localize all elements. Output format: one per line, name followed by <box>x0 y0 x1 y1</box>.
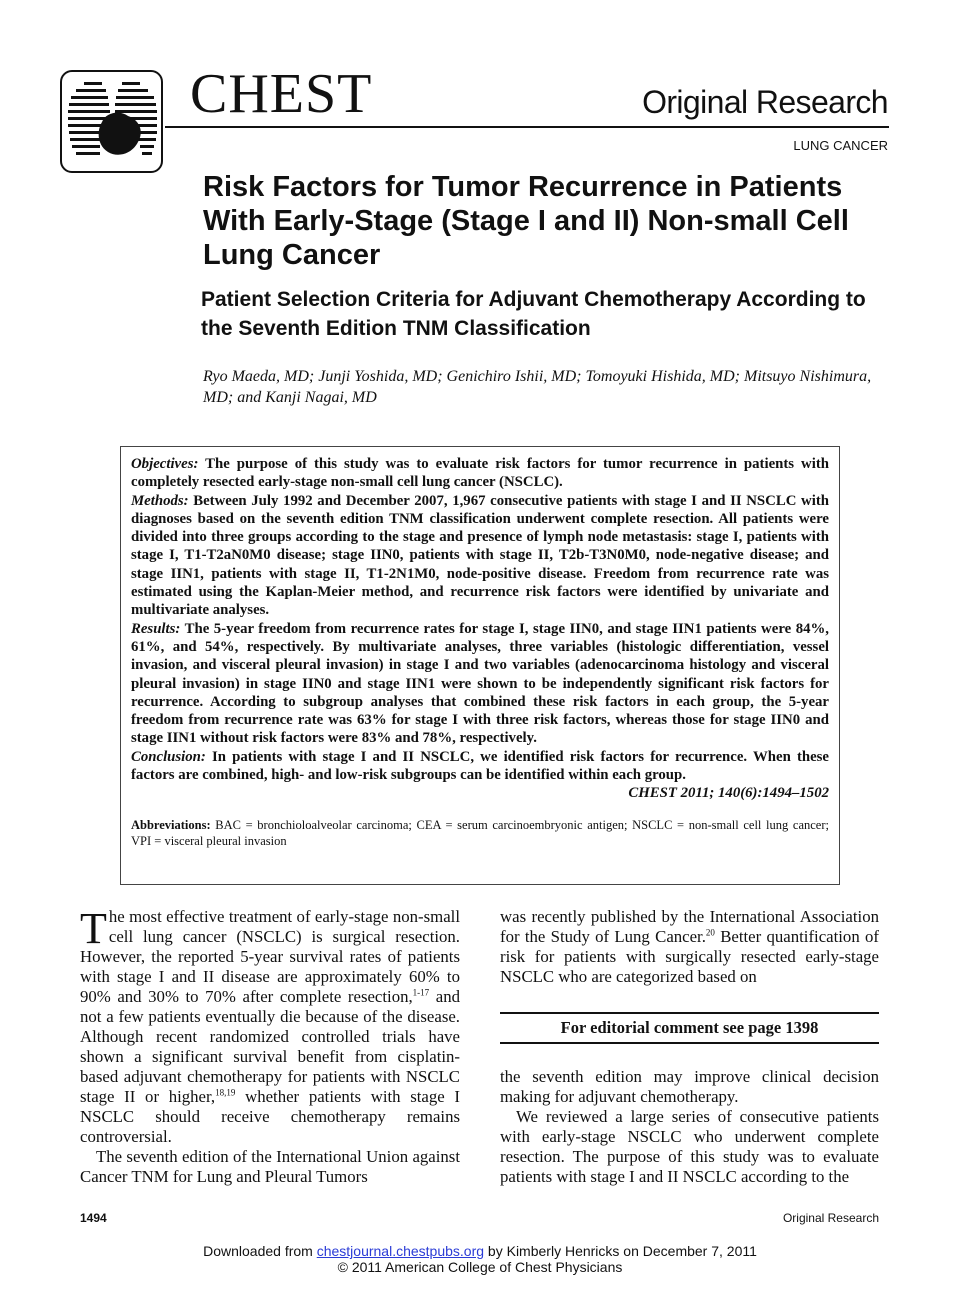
author-list: Ryo Maeda, MD; Junji Yoshida, MD; Genichiro Ishii, MD; Tomoyuki Hishida, MD; Mitsuyo Nishimura, MD; and Kanji Nagai, MD <box>203 368 872 406</box>
results-text: The 5-year freedom from recurrence rates for stage I, stage IIN0, and stage IIN1 patients were 84%, 61%, and 54%, respectively. By multivariate analyses, three variables (histologic differentiation, vessel invasion, and visceral pleural invasion) in stage I and two variables (adenocarcinoma histology and visceral pleural invasion) in stage IIN0 and stage IIN1 were shown to be independently significant risk factors for recurrence. According to subgroup analyses that combined these risk factors in each group, the 5-year freedom from recurrence rate was 63% for stage I with three risk factors, whereas those for stage IIN0 and stage IIN1 without risk factors were 83% and 78%, respectively. <box>131 620 829 747</box>
results-label: Results: <box>131 620 181 637</box>
methods-text: Between July 1992 and December 2007, 1,967 consecutive patients with stage I and II NSCLC with diagnoses based on the seventh edition TNM classification underwent complete resection. All patients were divided into three groups according to the stage and presence of lymph node metastasis: stage I, patients with stage I, T1-T2aN0M0 disease; stage IIN0, patients with stage II, T2b-T3N0M0, node-negative disease; and stage IIN1, patients with stage II, T1-2N1M0, node-positive disease. Freedom from recurrence rate was estimated using the Kaplan-Meier method, and recurrence risk factors were identified by univariate and multivariate analyses. <box>131 492 830 619</box>
abbreviations <box>131 817 829 849</box>
body-column-right-bottom <box>500 1067 879 1187</box>
abstract-box <box>120 446 840 885</box>
abstract-text <box>131 455 829 803</box>
body-paragraph: We reviewed a large series of consecutive patients with early-stage NSCLC who underwent complete resection. The purpose of this study was to evaluate patients with stage I and II NSCLC according to the <box>500 1107 879 1186</box>
abstract-results <box>131 620 829 748</box>
objectives-label: Objectives: <box>131 456 199 472</box>
footer-section-label: Original Research <box>782 1211 879 1225</box>
subsection-label: LUNG CANCER <box>793 138 888 153</box>
journal-site-link[interactable]: chestjournal.chestpubs.org <box>316 1243 485 1259</box>
conclusion-text: In patients with stage I and II NSCLC, we identified risk factors for recurrence. When these factors are combined, high- and low-risk subgroups can be identified within each group. <box>131 748 829 784</box>
conclusion-label: Conclusion: <box>131 748 206 765</box>
body-text: whether patients with stage I NSCLC should receive chemotherapy remains controversial. <box>80 1087 460 1146</box>
article-subtitle: Patient Selection Criteria for Adjuvant Chemotherapy According to the Seventh Edition TNM Classification <box>201 288 866 340</box>
body-paragraph: the seventh edition may improve clinical decision making for adjuvant chemotherapy. <box>500 1067 879 1106</box>
body-text: and not a few patients eventually die because of the disease. Although recent randomized controlled trials have shown a significant survival benefit from cisplatin-based adjuvant chemotherapy for patients with NSCLC stage II or higher, <box>80 987 460 1106</box>
copyright: © 2011 American College of Chest Physicians <box>337 1259 623 1275</box>
reference[interactable]: 1-17 <box>412 987 430 998</box>
reference[interactable]: 20 <box>705 927 715 938</box>
header-rule <box>165 126 889 128</box>
methods-label: Methods: <box>131 492 189 509</box>
body-text: he most effective treatment of early-stage non-small cell lung cancer (NSCLC) is surgical resection. However, the reported 5-year survival rates of patients with stage I and II disease are approximately 60% to 90% and 30% to 70% after complete resection, <box>80 907 460 1006</box>
page-number: 1494 <box>80 1211 107 1225</box>
download-notice <box>0 1243 960 1260</box>
article-title: Risk Factors for Tumor Recurrence in Patients With Early-Stage (Stage I and II) Non-small Cell Lung Cancer <box>203 171 849 271</box>
body-column-right-top <box>500 907 879 987</box>
download-prefix: Downloaded from <box>203 1243 317 1259</box>
abbreviations-label: Abbreviations: <box>131 817 211 832</box>
download-suffix: by Kimberly Henricks on December 7, 2011 <box>484 1243 757 1259</box>
body-paragraph <box>500 907 879 987</box>
abstract-objectives <box>131 455 829 492</box>
reference[interactable]: 18,19 <box>215 1087 236 1098</box>
drop-cap: T <box>80 904 107 953</box>
abstract-conclusion <box>131 748 829 785</box>
body-paragraph: The seventh edition of the International Union against Cancer TNM for Lung and Pleural Tumors <box>80 1147 460 1186</box>
citation: CHEST 2011; 140(6):1494–1502 <box>628 785 829 802</box>
lungs-logo-icon <box>62 72 163 173</box>
body-text: Better quantification of risk for patients with surgically resected early-stage NSCLC who are categorized based on <box>500 927 879 986</box>
body-text: was recently published by the International Association for the Study of Lung Cancer. <box>500 907 879 946</box>
body-column-left <box>80 904 460 1187</box>
abstract-methods <box>131 492 829 620</box>
body-paragraph <box>80 904 460 1147</box>
editorial-comment-link[interactable]: For editorial comment see page 1398 <box>500 1012 879 1044</box>
abbreviations-text: BAC = bronchioloalveolar carcinoma; CEA = serum carcinoembryonic antigen; NSCLC = non-small cell lung cancer; VPI = visceral pleural invasion <box>131 817 829 848</box>
section-label: Original Research <box>642 84 888 120</box>
objectives-text: The purpose of this study was to evaluate risk factors for tumor recurrence in patients with completely resected early-stage non-small cell lung cancer (NSCLC). <box>131 456 829 491</box>
journal-name: CHEST <box>190 63 373 125</box>
journal-logo <box>60 70 163 173</box>
